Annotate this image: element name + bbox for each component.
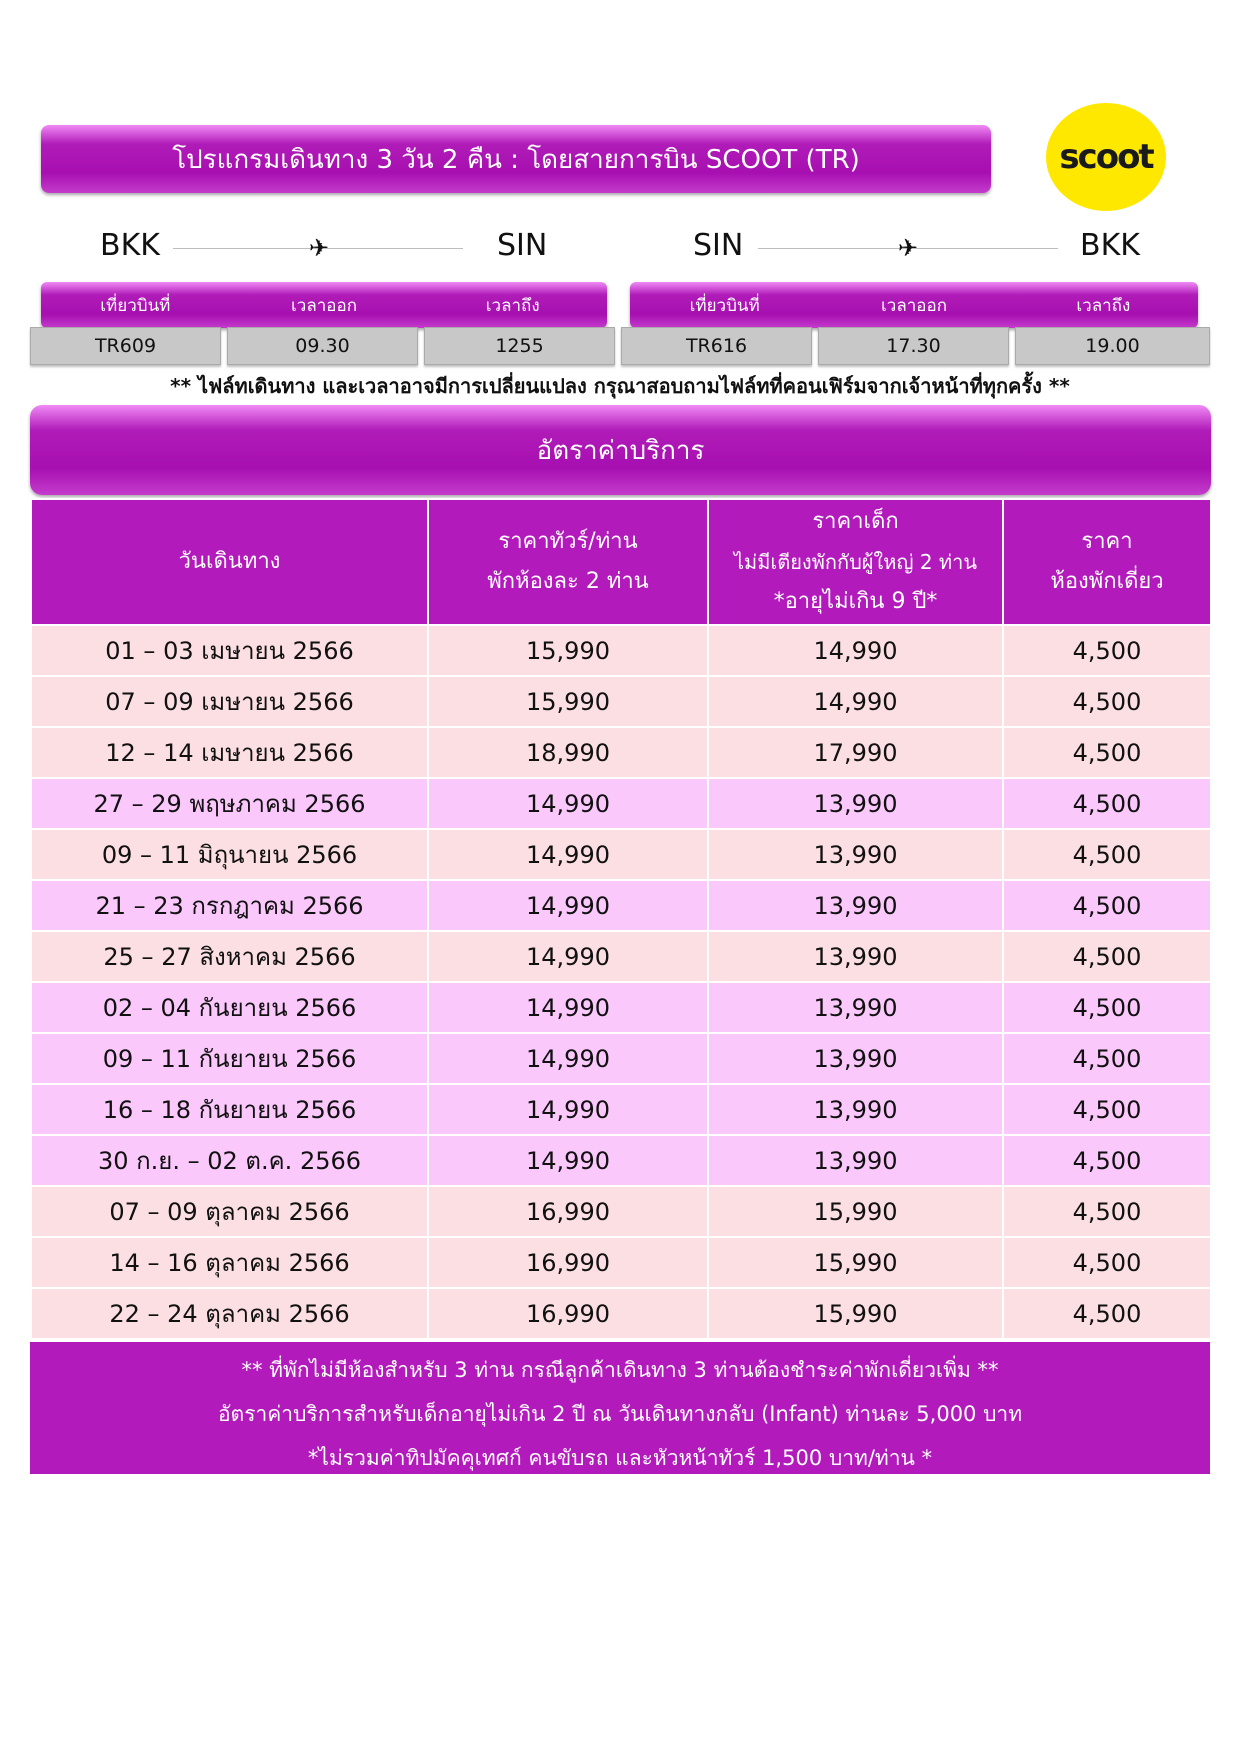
travel-date-cell: 01 – 03 เมษายน 2566 xyxy=(31,625,428,676)
outbound-arrival-time: 1255 xyxy=(424,327,615,365)
travel-date-cell: 09 – 11 กันยายน 2566 xyxy=(31,1033,428,1084)
room-note: ** ที่พักไม่มีห้องสำหรับ 3 ท่าน กรณีลูกค้าเดินทาง 3 ท่านต้องชำระค่าพักเดี่ยวเพิ่ม ** xyxy=(241,1358,999,1382)
adult-price-cell: 14,990 xyxy=(428,1084,708,1135)
program-title: โปรแกรมเดินทาง 3 วัน 2 คืน : โดยสายการบิน SCOOT (TR) xyxy=(172,144,860,175)
terms-footer xyxy=(30,1342,1210,1474)
child-price-cell: 14,990 xyxy=(708,625,1003,676)
adult-price-cell: 14,990 xyxy=(428,778,708,829)
table-row xyxy=(31,625,1211,676)
adult-price-cell: 14,990 xyxy=(428,1033,708,1084)
table-row xyxy=(31,1135,1211,1186)
inbound-flight-number: TR616 xyxy=(621,327,812,365)
arrival-label: เวลาถึง xyxy=(1076,295,1131,316)
table-row xyxy=(31,982,1211,1033)
travel-date-cell: 07 – 09 เมษายน 2566 xyxy=(31,676,428,727)
child-price-cell: 13,990 xyxy=(708,982,1003,1033)
inbound-from: SIN xyxy=(693,228,744,263)
departure-label: เวลาออก xyxy=(880,295,948,316)
child-price-cell: 13,990 xyxy=(708,1135,1003,1186)
infant-note: อัตราค่าบริการสำหรับเด็กอายุไม่เกิน 2 ปี ณ วันเดินทางกลับ (Infant) ท่านละ 5,000 บาท xyxy=(217,1402,1023,1426)
single-room-cell: 4,500 xyxy=(1003,625,1211,676)
travel-date-cell: 22 – 24 ตุลาคม 2566 xyxy=(31,1288,428,1339)
child-price-cell: 17,990 xyxy=(708,727,1003,778)
single-room-cell: 4,500 xyxy=(1003,931,1211,982)
header-adult-price: ราคาทัวร์/ท่าน พักห้องละ 2 ท่าน xyxy=(428,499,708,625)
single-room-cell: 4,500 xyxy=(1003,727,1211,778)
single-room-cell: 4,500 xyxy=(1003,1186,1211,1237)
adult-price-cell: 15,990 xyxy=(428,676,708,727)
travel-date-cell: 12 – 14 เมษายน 2566 xyxy=(31,727,428,778)
child-price-cell: 13,990 xyxy=(708,1084,1003,1135)
plane-icon: ✈ xyxy=(898,234,919,262)
inbound-to: BKK xyxy=(1080,228,1140,263)
table-row xyxy=(31,880,1211,931)
program-title-bar xyxy=(41,125,991,193)
travel-date-cell: 07 – 09 ตุลาคม 2566 xyxy=(31,1186,428,1237)
child-price-cell: 13,990 xyxy=(708,778,1003,829)
table-row xyxy=(31,1186,1211,1237)
adult-price-cell: 16,990 xyxy=(428,1186,708,1237)
single-room-cell: 4,500 xyxy=(1003,676,1211,727)
single-room-cell: 4,500 xyxy=(1003,1135,1211,1186)
travel-date-cell: 02 – 04 กันยายน 2566 xyxy=(31,982,428,1033)
inbound-flight-header xyxy=(630,282,1198,328)
table-row xyxy=(31,1084,1211,1135)
inbound-arrival-time: 19.00 xyxy=(1015,327,1210,365)
flight-change-notice: ** ไฟล์ทเดินทาง และเวลาอาจมีการเปลี่ยนแปลง กรุณาสอบถามไฟล์ทที่คอนเฟิร์มจากเจ้าหน้าที่ทุกครั้ง ** xyxy=(170,374,1070,398)
flight-number-label: เที่ยวบินที่ xyxy=(689,295,760,316)
adult-price-cell: 15,990 xyxy=(428,625,708,676)
price-table xyxy=(30,498,1212,1340)
travel-date-cell: 09 – 11 มิถุนายน 2566 xyxy=(31,829,428,880)
table-row xyxy=(31,778,1211,829)
tip-note: *ไม่รวมค่าทิปมัคคุเทศก์ คนขับรถ และหัวหน้าทัวร์ 1,500 บาท/ท่าน * xyxy=(307,1446,933,1470)
child-price-cell: 15,990 xyxy=(708,1186,1003,1237)
single-room-cell: 4,500 xyxy=(1003,1237,1211,1288)
outbound-departure-time: 09.30 xyxy=(227,327,418,365)
table-row xyxy=(31,1033,1211,1084)
header-child-price: ราคาเด็ก ไม่มีเตียงพักกับผู้ใหญ่ 2 ท่าน *อายุไม่เกิน 9 ปี* xyxy=(708,499,1003,625)
adult-price-cell: 18,990 xyxy=(428,727,708,778)
single-room-cell: 4,500 xyxy=(1003,1288,1211,1339)
travel-date-cell: 25 – 27 สิงหาคม 2566 xyxy=(31,931,428,982)
arrival-label: เวลาถึง xyxy=(485,295,540,316)
scoot-logo xyxy=(1046,103,1166,211)
outbound-flight-header xyxy=(41,282,607,328)
child-price-cell: 13,990 xyxy=(708,1033,1003,1084)
table-row xyxy=(31,1237,1211,1288)
plane-icon: ✈ xyxy=(309,234,330,262)
table-header-row xyxy=(31,499,1211,625)
adult-price-cell: 14,990 xyxy=(428,880,708,931)
flight-number-label: เที่ยวบินที่ xyxy=(100,295,171,316)
travel-date-cell: 30 ก.ย. – 02 ต.ค. 2566 xyxy=(31,1135,428,1186)
single-room-cell: 4,500 xyxy=(1003,1033,1211,1084)
single-room-cell: 4,500 xyxy=(1003,778,1211,829)
single-room-cell: 4,500 xyxy=(1003,829,1211,880)
child-price-cell: 13,990 xyxy=(708,880,1003,931)
table-row xyxy=(31,727,1211,778)
logo-text: scoot xyxy=(1059,137,1153,177)
adult-price-cell: 14,990 xyxy=(428,982,708,1033)
child-price-cell: 15,990 xyxy=(708,1288,1003,1339)
departure-label: เวลาออก xyxy=(290,295,358,316)
table-row xyxy=(31,676,1211,727)
table-row xyxy=(31,829,1211,880)
travel-date-cell: 14 – 16 ตุลาคม 2566 xyxy=(31,1237,428,1288)
adult-price-cell: 14,990 xyxy=(428,829,708,880)
inbound-departure-time: 17.30 xyxy=(818,327,1009,365)
adult-price-cell: 14,990 xyxy=(428,931,708,982)
table-row xyxy=(31,931,1211,982)
header-travel-date: วันเดินทาง xyxy=(31,499,428,625)
adult-price-cell: 16,990 xyxy=(428,1237,708,1288)
child-price-cell: 15,990 xyxy=(708,1237,1003,1288)
table-row xyxy=(31,1288,1211,1339)
single-room-cell: 4,500 xyxy=(1003,1084,1211,1135)
header-single-room: ราคา ห้องพักเดี่ยว xyxy=(1003,499,1211,625)
child-price-cell: 14,990 xyxy=(708,676,1003,727)
rate-title: อัตราค่าบริการ xyxy=(536,435,705,466)
outbound-to: SIN xyxy=(497,228,548,263)
child-price-cell: 13,990 xyxy=(708,829,1003,880)
travel-date-cell: 16 – 18 กันยายน 2566 xyxy=(31,1084,428,1135)
outbound-flight-number: TR609 xyxy=(30,327,221,365)
rate-title-bar xyxy=(30,405,1211,495)
single-room-cell: 4,500 xyxy=(1003,982,1211,1033)
child-price-cell: 13,990 xyxy=(708,931,1003,982)
adult-price-cell: 14,990 xyxy=(428,1135,708,1186)
single-room-cell: 4,500 xyxy=(1003,880,1211,931)
travel-date-cell: 21 – 23 กรกฎาคม 2566 xyxy=(31,880,428,931)
travel-date-cell: 27 – 29 พฤษภาคม 2566 xyxy=(31,778,428,829)
adult-price-cell: 16,990 xyxy=(428,1288,708,1339)
outbound-from: BKK xyxy=(100,228,160,263)
